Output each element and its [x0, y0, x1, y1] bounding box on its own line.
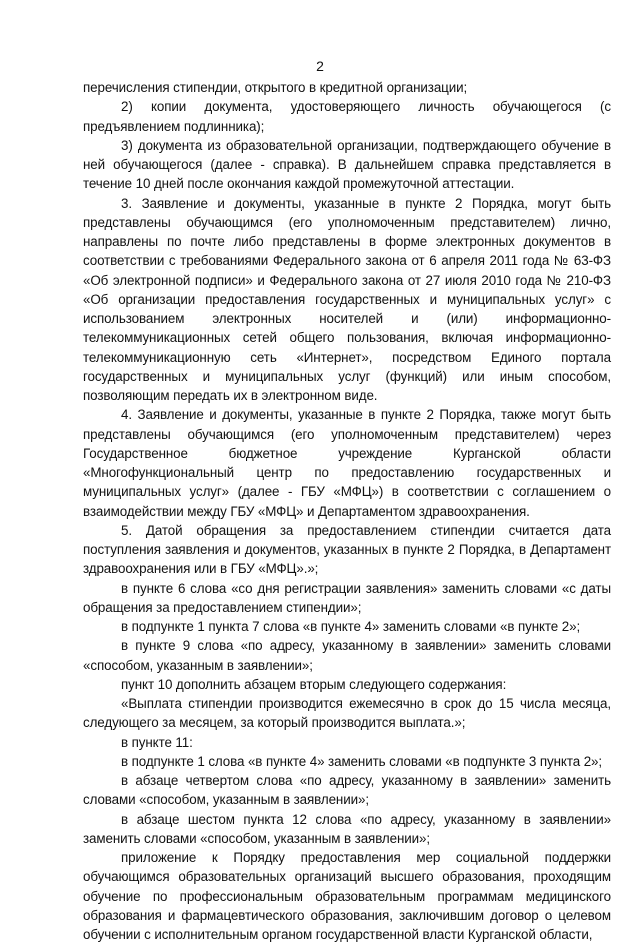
- page-number: 2: [316, 58, 324, 74]
- paragraph-3: 3) документа из образовательной организации, подтверждающего обучение в ней обучающегося (далее - справка). В дальнейшем справка представляется в течение 10 дней после окончания каждой промежуточной аттестации.: [83, 137, 611, 192]
- paragraph-13: в подпункте 1 слова «в пункте 4» заменить словами «в подпункте 3 пункта 2»;: [121, 753, 603, 769]
- paragraph-6: 5. Датой обращения за предоставлением стипендии считается дата поступления заявления и документов, указанных в пункте 2 Порядка, в Департамент здравоохранения или в ГБУ «МФЦ».»;: [83, 522, 611, 577]
- paragraph-2: 2) копии документа, удостоверяющего личность обучающегося (с предъявлением подлинника);: [83, 99, 611, 134]
- paragraph-9: в пункте 9 слова «по адресу, указанному в заявлении» заменить словами «способом, указанным в заявлении»;: [83, 638, 611, 673]
- paragraph-5: 4. Заявление и документы, указанные в пункте 2 Порядка, также могут быть представлены обучающимся (его уполномоченным представителем) через Государственное бюджетное учреждение Курганской области «Многофункциональный центр по предоставлению государственных и муниципальных услуг» (далее - ГБУ «МФЦ») в соответствии с соглашением о взаимодействии между ГБУ «МФЦ» и Департаментом здравоохранения.: [83, 407, 611, 519]
- paragraph-15: в абзаце шестом пункта 12 слова «по адресу, указанному в заявлении» заменить словами «способом, указанным в заявлении»;: [83, 811, 611, 846]
- paragraph-4: 3. Заявление и документы, указанные в пункте 2 Порядка, могут быть представлены обучающимся (его уполномоченным представителем) лично, направлены по почте либо представлены в форме электронных документов в соответствии с требованиями Федерального закона от 6 апреля 2011 года № 63-ФЗ «Об электронной подписи» и Федерального закона от 27 июля 2010 года № 210-ФЗ «Об организации предоставления государственных и муниципальных услуг» с использованием электронных носителей и (или) информационно-телекоммуникационных сетей общего пользования, включая информационно-телекоммуникационную сеть «Интернет», посредством Единого портала государственных и муниципальных услуг (функций) или иным способом, позволяющим передать их в электронном виде.: [83, 195, 611, 403]
- paragraph-14: в абзаце четвертом слова «по адресу, указанному в заявлении» заменить словами «способом, указанным в заявлении»;: [83, 773, 611, 808]
- paragraph-8: в подпункте 1 пункта 7 слова «в пункте 4» заменить словами «в пункте 2»;: [121, 619, 581, 634]
- paragraph-12: в пункте 11:: [121, 734, 193, 750]
- paragraph-10: пункт 10 дополнить абзацем вторым следующего содержания:: [121, 676, 507, 692]
- paragraph-7: в пункте 6 слова «со дня регистрации заявления» заменить словами «с даты обращения за предоставлением стипендии»;: [83, 580, 611, 615]
- document-body: [83, 78, 611, 944]
- paragraph-1: перечисления стипендии, открытого в кредитной организации;: [83, 80, 468, 95]
- paragraph-11: «Выплата стипендии производится ежемесячно в срок до 15 числа месяца, следующего за месяцем, за который производится выплата.»;: [83, 696, 611, 731]
- paragraph-16: приложение к Порядку предоставления мер социальной поддержки обучающимся образовательных организаций высшего образования, проходящим обучение по профессиональным образовательным программам медицинского образования и фармацевтического образования, заключившим договор о целевом обучении с исполнительным органом государственной власти Курганской области,: [83, 850, 611, 942]
